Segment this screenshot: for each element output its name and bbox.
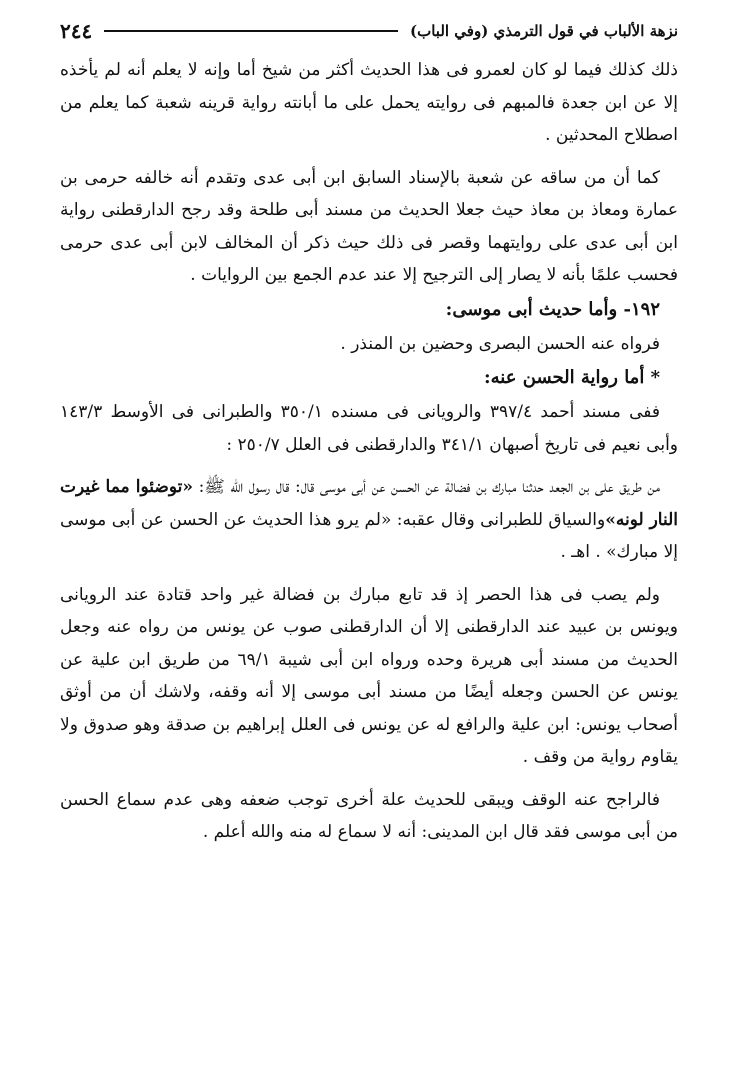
paragraph-2: كما أن من ساقه عن شعبة بالإسناد السابق ابن أبى عدى وتقدم أنه خالفه حرمى بن عمارة ومعاذ بن معاذ حيث جعلا الحديث من مسند أبى طلحة وقد رجح الدارقطنى رواية ابن أبى عدى على روايتهما وقصر فى ذلك حيث ذكر أن المخالف لابن أبى عدى حرمى فحسب علمًا بأنه لا يصار إلى الترجيح إلا عند عدم الجمع بين الروايات . <box>60 167 678 285</box>
paragraph-7: فالراجح عنه الوقف ويبقى للحديث علة أخرى توجب ضعفه وهى عدم سماع الحسن من أبى موسى فقد قال ابن المدينى: أنه لا سماع له منه والله أعلم . <box>60 789 678 842</box>
paragraph-4: ففى مسند أحمد ٣٩٧/٤ والرويانى فى مسنده ٣٥٠/١ والطبرانى فى الأوسط ١٤٣/٣ وأبى نعيم فى تاريخ أصبهان ٣٤١/١ والدارقطنى فى العلل ٢٥٠/٧ : <box>60 402 678 455</box>
page-header <box>60 14 678 48</box>
running-title: نزهة الألباب في قول الترمذي (وفي الباب) <box>410 22 678 40</box>
hadith-text: «توضئوا مما غيرت النار لونه» <box>60 477 678 530</box>
spacer <box>60 774 678 784</box>
document-page <box>60 14 678 1054</box>
spacer <box>60 569 678 579</box>
section-heading-abi-musa: ١٩٢- وأما حديث أبى موسى: <box>445 298 660 320</box>
page-number: ٢٤٤ <box>60 19 93 43</box>
paragraph-6: ولم يصب فى هذا الحصر إذ قد تابع مبارك بن فضالة غير واحد قتادة عند الرويانى ويونس بن عبيد عند الدارقطنى إلا أن الدارقطنى صوب عن يونس من رواه عنه وجعل الحديث من مسند أبى هريرة وحده ورواه ابن أبى شيبة ٦٩/١ من طريق ابن علية عن يونس عن الحسن وجعله أيضًا من مسند أبى موسى إلا أنه وقفه، ولاشك أن من أوثق أصحاب يونس: ابن علية والرافع له عن يونس فى العلل إبراهيم بن صدقة وهو صدوق ولا يقاوم رواية من وقف . <box>60 584 678 767</box>
paragraph-3: فرواه عنه الحسن البصرى وحضين بن المنذر . <box>340 333 660 354</box>
subsection-heading-hasan: * أما رواية الحسن عنه: <box>484 367 660 388</box>
paragraph-5-start: من طريق على بن الجعد حدثنا مبارك بن فضالة عن الحسن عن أبى موسى قال: قال رسول الله ﷺ: <box>192 477 660 497</box>
paragraph-5 <box>60 471 678 569</box>
spacer <box>60 152 678 162</box>
paragraph-1: ذلك كذلك فيما لو كان لعمرو فى هذا الحديث أكثر من شيخ أما وإنه لا يعلم أنه لم يأخذه إلا عن ابن جعدة فالمبهم فى روايته يحمل على ما أبانته رواية قرينه شعبة كما يعلم من اصطلاح المحدثين . <box>60 60 678 145</box>
paragraph-5-end: والسياق للطبرانى وقال عقبه: «لم يرو هذا الحديث عن الحسن عن أبى موسى إلا مبارك» . اهـ . <box>59 509 678 562</box>
header-rule <box>104 30 398 32</box>
spacer <box>60 461 678 471</box>
